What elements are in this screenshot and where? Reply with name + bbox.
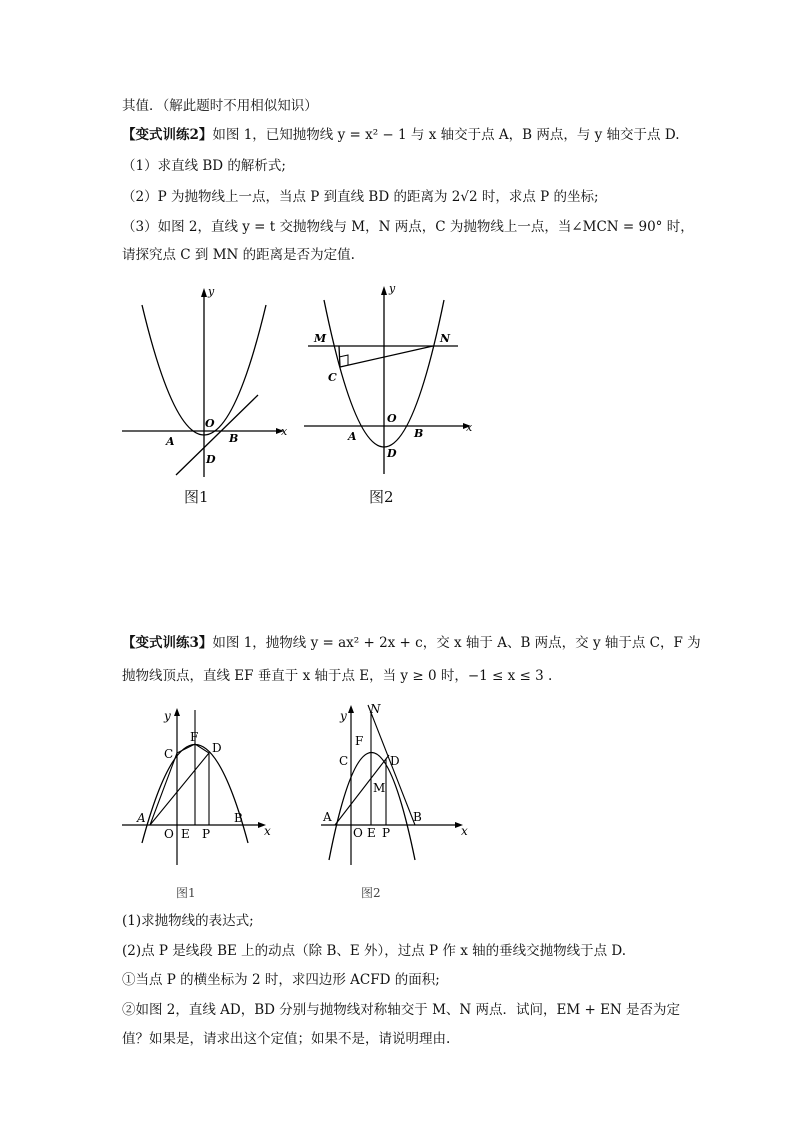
label-o: O [205, 417, 215, 430]
ex2-fig1-caption: 图1 [184, 488, 209, 506]
ex3-figure-2 [315, 695, 475, 870]
label-n: N [370, 702, 381, 716]
ex3-q1: (1)求抛物线的表达式; [122, 913, 254, 929]
label-o: O [164, 827, 174, 841]
label-p: P [382, 826, 391, 840]
label-d: D [212, 741, 222, 755]
label-y: y [208, 285, 215, 298]
label-e: E [181, 827, 190, 841]
ex3-q2b: ②如图 2，直线 AD，BD 分别与抛物线对称轴交于 M、N 两点．试问，EM + EN 是否为定 [122, 1002, 681, 1018]
label-x: x [264, 824, 271, 838]
label-c: C [164, 747, 174, 761]
ex2-q3b: 请探究点 C 到 MN 的距离是否为定值. [122, 247, 355, 263]
label-n: N [440, 332, 451, 345]
ex3-figure-1 [118, 700, 288, 870]
label-p: P [202, 827, 211, 841]
label-f: F [190, 730, 199, 744]
label-a: A [137, 811, 146, 825]
label-y: y [389, 282, 396, 295]
label-m: M [373, 781, 386, 795]
ex2-statement [122, 126, 679, 144]
label-d: D [206, 453, 216, 466]
y-axis-arrow [174, 708, 180, 716]
label-o: O [353, 826, 363, 840]
ex2-figure-1 [118, 285, 293, 480]
ex2-figure-2 [300, 280, 480, 480]
ex3-fig2-caption: 图2 [361, 886, 381, 900]
y-axis-arrow [348, 705, 354, 713]
segment-cn [340, 346, 433, 367]
ex3-statement [122, 634, 701, 652]
y-axis-arrow [381, 286, 387, 295]
line-bd [176, 395, 258, 475]
label-e: E [367, 826, 376, 840]
label-c: C [328, 371, 337, 384]
label-a: A [348, 430, 357, 443]
label-x: x [466, 421, 473, 434]
parabola [329, 753, 415, 861]
ex2-q2: （2）P 为抛物线上一点，当点 P 到直线 BD 的距离为 2√2 时，求点 P 的坐标; [122, 189, 599, 205]
label-x: x [461, 824, 468, 838]
label-b: B [234, 811, 243, 825]
ex2-fig2-caption: 图2 [369, 488, 394, 506]
label-d: D [390, 754, 400, 768]
label-a: A [323, 810, 332, 824]
ex3-stmt2: 抛物线顶点，直线 EF 垂直于 x 轴于点 E，当 y ≥ 0 时，−1 ≤ x ≤ 3 . [122, 668, 553, 684]
ex2-stmt: 如图 1，已知抛物线 y = x² − 1 与 x 轴交于点 A，B 两点，与 y 轴交于点 D. [212, 127, 680, 143]
label-c: C [339, 754, 349, 768]
label-b: B [414, 427, 424, 440]
label-m: M [314, 332, 327, 345]
ex3-stmt: 如图 1，抛物线 y = ax² + 2x + c，交 x 轴于 A、B 两点，交 y 轴于点 C，F 为 [212, 635, 701, 651]
label-b: B [413, 810, 422, 824]
intro-text: 其值．（解此题时不用相似知识） [122, 98, 318, 114]
label-y: y [340, 709, 347, 723]
ex3-q2: (2)点 P 是线段 BE 上的动点（除 B、E 外），过点 P 作 x 轴的垂线交抛物线于点 D. [122, 943, 627, 959]
ex3-fig1-caption: 图1 [176, 886, 196, 900]
label-b: B [229, 432, 239, 445]
label-o: O [387, 412, 397, 425]
quadrilateral-acfd [150, 744, 209, 825]
label-x: x [281, 425, 288, 438]
label-d: D [387, 447, 397, 460]
y-axis-arrow [201, 288, 207, 297]
label-y: y [164, 709, 171, 723]
ex2-q3a: （3）如图 2，直线 y = t 交抛物线与 M，N 两点，C 为抛物线上一点，当∠MCN = 90° 时， [122, 219, 694, 235]
ex2-tag: 【变式训练2】 [122, 127, 213, 143]
ex3-tag: 【变式训练3】 [122, 635, 213, 651]
ex3-q2c: 值？如果是，请求出这个定值；如果不是，请说明理由. [122, 1031, 451, 1047]
ex2-q1: （1）求直线 BD 的解析式; [122, 158, 286, 174]
label-f: F [355, 734, 364, 748]
ex3-q2a: ①当点 P 的横坐标为 2 时，求四边形 ACFD 的面积; [122, 972, 440, 988]
label-a: A [166, 435, 175, 448]
